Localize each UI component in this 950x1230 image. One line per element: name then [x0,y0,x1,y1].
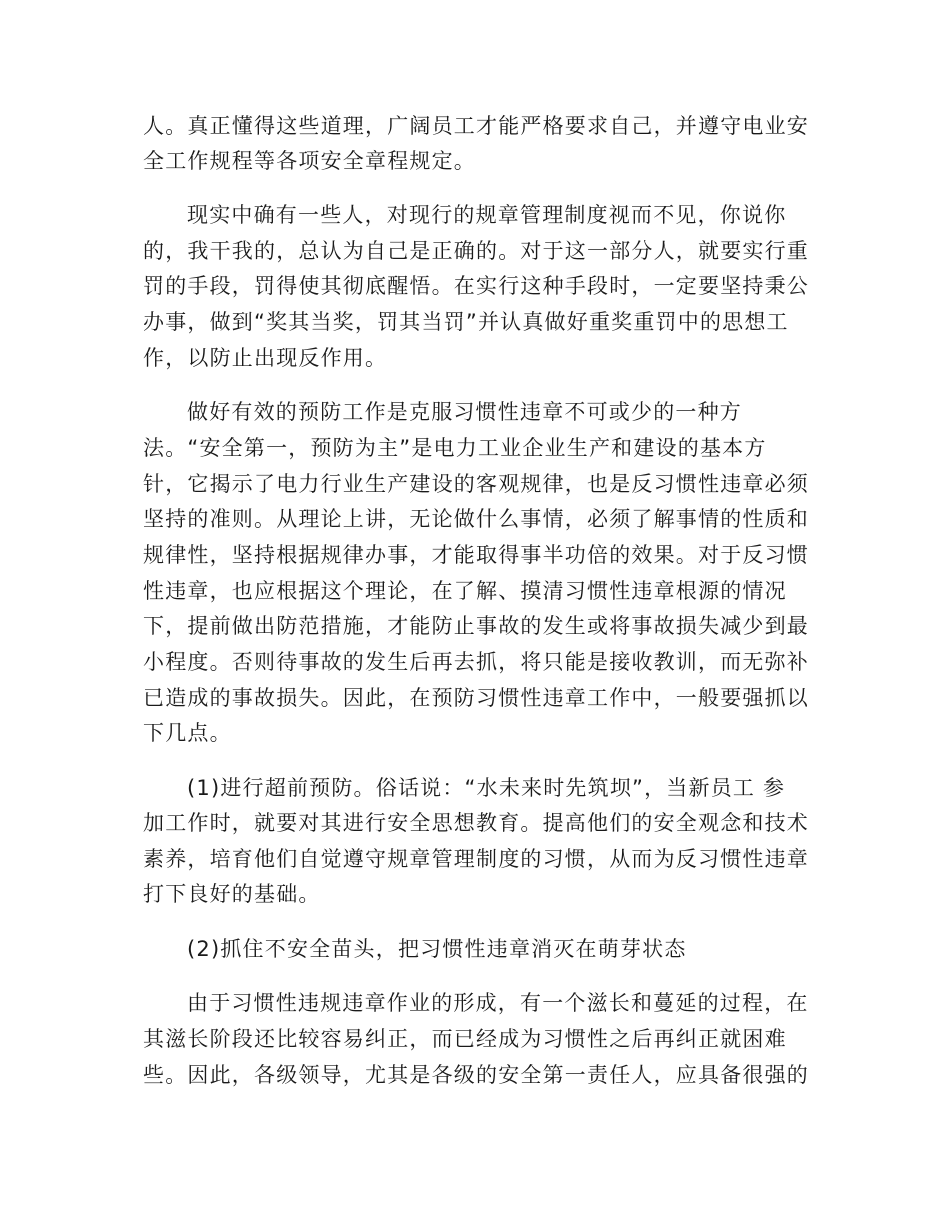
paragraph-5-line-1: (2)抓住不安全苗头，把习惯性违章消灭在萌芽状态 [187,937,687,961]
paragraph-2-line-2: 的，我干我的，总认为自己是正确的。对于这一部分人，就要实行重 [143,239,809,263]
paragraph-3-line-7: 下，提前做出防范措施，才能防止事故的发生或将事故损失减少到最 [143,614,809,638]
paragraph-3-line-2: 法。“安全第一，预防为主”是电力工业企业生产和建设的基本方 [143,436,767,460]
paragraph-4-line-2: 加工作时，就要对其进行安全思想教育。提高他们的安全观念和技术 [143,811,809,835]
paragraph-3-line-6: 性违章，也应根据这个理论，在了解、摸清习惯性违章根源的情况 [143,579,787,603]
paragraph-3-line-4: 坚持的准则。从理论上讲，无论做什么事情，必须了解事情的性质和 [143,507,809,531]
paragraph-1-line-1: 人。真正懂得这些道理，广阔员工才能严格要求自己，并遵守电业安 [143,114,809,138]
paragraph-4-line-4: 打下良好的基础。 [143,882,321,906]
paragraph-2-line-4: 办事，做到“奖其当奖，罚其当罚”并认真做好重奖重罚中的思想工 [143,310,789,334]
paragraph-6-line-3: 些。因此，各级领导，尤其是各级的安全第一责任人，应具备很强的 [143,1063,809,1087]
paragraph-3-line-3: 针，它揭示了电力行业生产建设的客观规律，也是反习惯性违章必须 [143,472,809,496]
paragraph-3-line-8: 小程度。否则待事故的发生后再去抓，将只能是接收教训，而无弥补 [143,650,809,674]
paragraph-3-line-10: 下几点。 [143,721,232,745]
paragraph-6-line-1: 由于习惯性违规违章作业的形成，有一个滋长和蔓延的过程，在 [187,991,809,1015]
paragraph-4-line-1: (1)进行超前预防。俗话说：“水未来时先筑坝”，当新员工 参 [187,776,786,800]
paragraph-6-line-2: 其滋长阶段还比较容易纠正，而已经成为习惯性之后再纠正就困难 [143,1027,787,1051]
paragraph-3-line-1: 做好有效的预防工作是克服习惯性违章不可或少的一种方 [187,400,742,424]
paragraph-4-line-3: 素养，培育他们自觉遵守规章管理制度的习惯，从而为反习惯性违章 [143,847,809,871]
paragraph-2-line-5: 作，以防止出现反作用。 [143,346,388,370]
paragraph-3-line-9: 已造成的事故损失。因此，在预防习惯性违章工作中，一般要强抓以 [143,686,809,710]
paragraph-2-line-3: 罚的手段，罚得使其彻底醒悟。在实行这种手段时，一定要坚持秉公 [143,274,809,298]
paragraph-1-line-2: 全工作规程等各项安全章程规定。 [143,149,476,173]
paragraph-2-line-1: 现实中确有一些人，对现行的规章管理制度视而不见，你说你 [187,203,787,227]
paragraph-3-line-5: 规律性，坚持根据规律办事，才能取得事半功倍的效果。对于反习惯 [143,543,809,567]
